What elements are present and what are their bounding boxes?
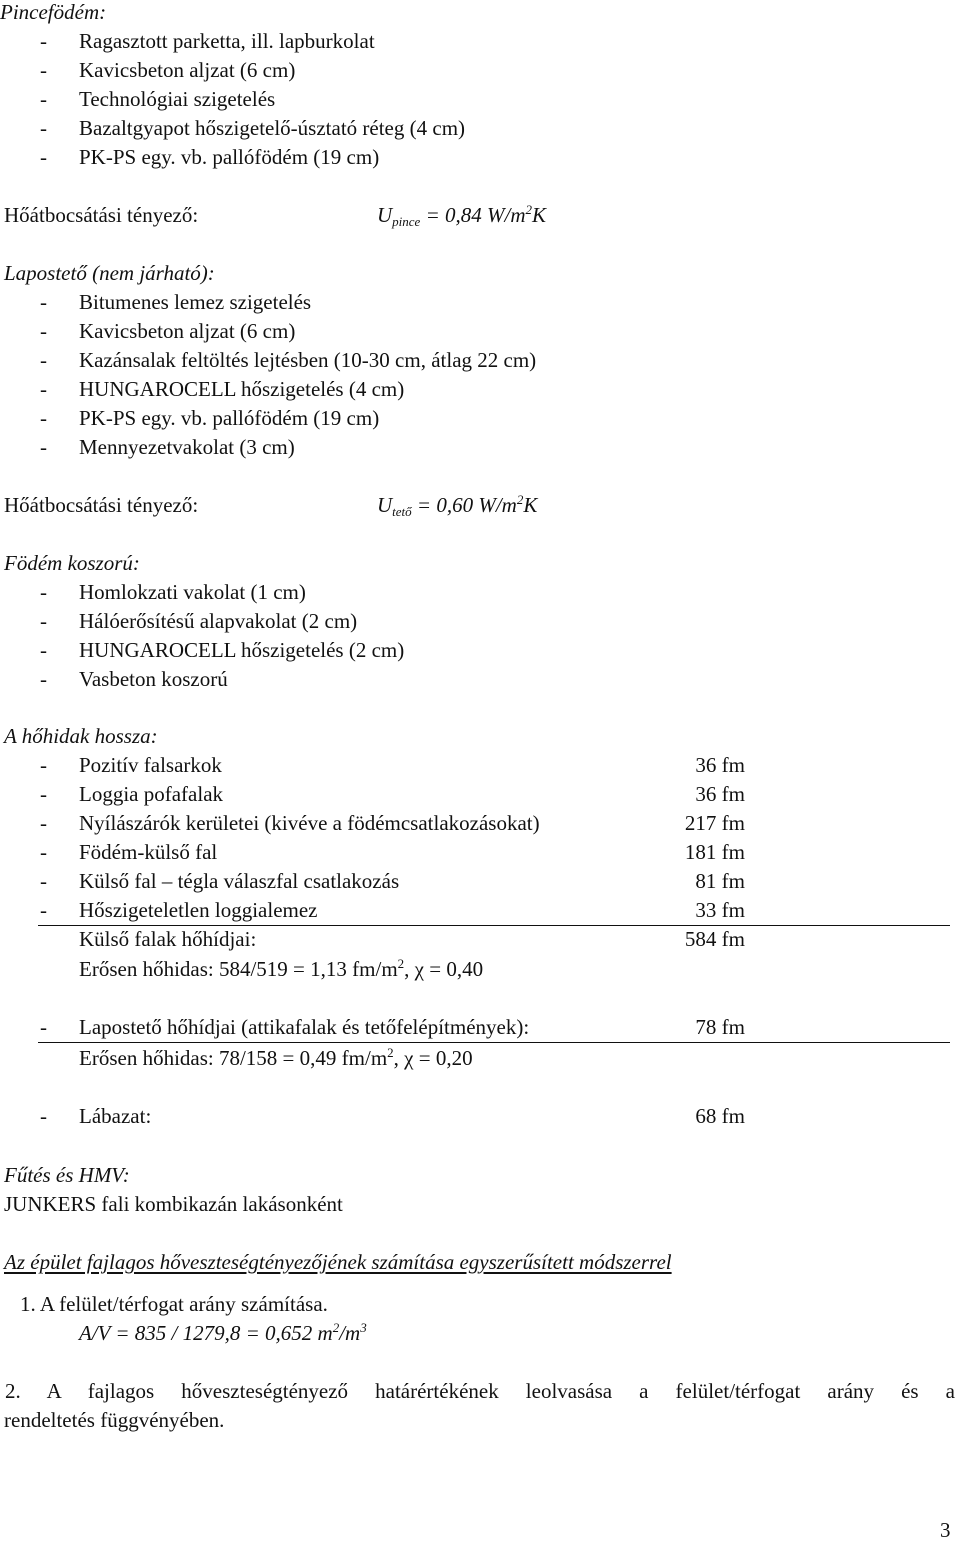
hohidas-result-2: Erősen hőhidas: 78/158 = 0,49 $fm/m^2$, χ = 0,20 xyxy=(79,1045,473,1070)
section-heading-hohidak: A hőhidak hossza: xyxy=(4,724,158,748)
u-value-teto: $U_{tető} = 0,60$ $W/m^2K$ xyxy=(377,492,538,519)
u-value-pince: $U_{pince} = 0,84$ $W/m^2K$ xyxy=(377,202,547,229)
row-value: 36 fm xyxy=(695,782,745,806)
section-heading-futes: Fűtés és HMV: xyxy=(4,1163,130,1187)
row-value: 33 fm xyxy=(695,898,745,922)
row-value: 36 fm xyxy=(695,753,745,777)
coefficient-label: Hőátbocsátási tényező: xyxy=(4,493,199,517)
av-formula: A/V = 835 / 1279,8 = 0,652 $m^2/m^3$ xyxy=(79,1320,367,1345)
hohidas-result-1: Erősen hőhidas: 584/519 = 1,13 $fm/m^2$, χ = 0,40 xyxy=(79,956,484,981)
step-1: 1. A felület/térfogat arány számítása. xyxy=(20,1292,328,1316)
divider xyxy=(38,1042,950,1043)
futes-text: JUNKERS fali kombikazán lakásonként xyxy=(4,1192,343,1216)
page-number: 3 xyxy=(940,1518,951,1542)
section-heading-lapostető: Lapostető (nem járható): xyxy=(4,261,215,285)
row-value: 81 fm xyxy=(695,869,745,893)
row-value: 217 fm xyxy=(684,811,745,835)
row-value: 181 fm xyxy=(684,840,745,864)
coefficient-label: Hőátbocsátási tényező: xyxy=(4,203,199,227)
step-2-line-2: rendeltetés függvényében. xyxy=(4,1408,225,1432)
calc-title: Az épület fajlagos hőveszteségtényezőjének számítása egyszerűsített módszerrel xyxy=(4,1250,672,1274)
divider xyxy=(38,925,950,926)
section-heading-pince: Pincefödém: xyxy=(0,0,107,24)
section-heading-koszoru: Födém koszorú: xyxy=(4,551,140,575)
step-2-line-1: 2. A fajlagos hőveszteségtényező határértékének leolvasása a felület/térfogat arány és a xyxy=(5,1379,955,1403)
